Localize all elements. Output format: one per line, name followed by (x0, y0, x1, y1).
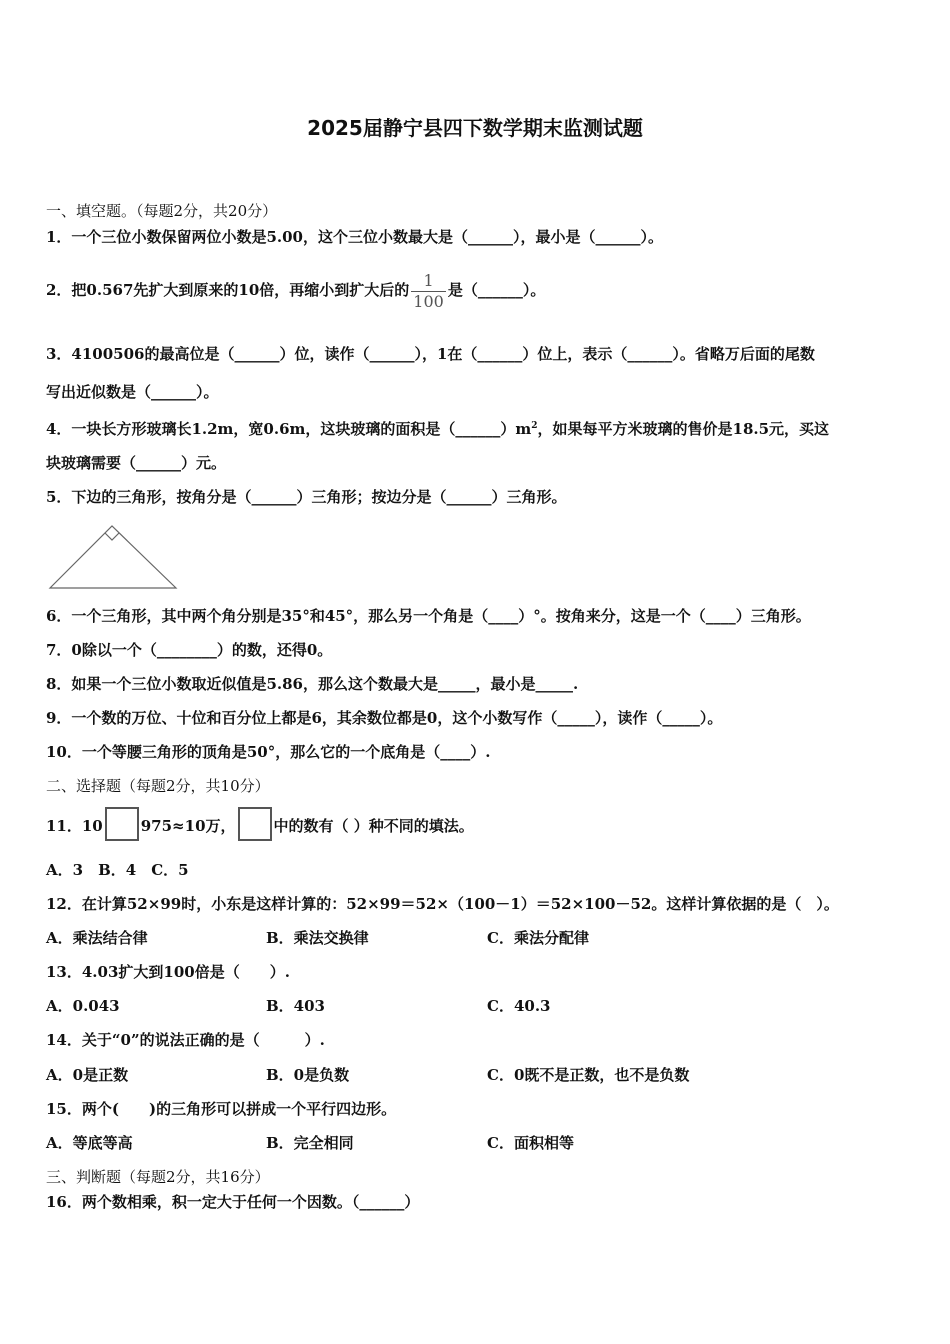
superscript: 2 (531, 421, 538, 431)
option-c: C．40.3 (487, 997, 551, 1015)
option-c: C．面积相等 (487, 1134, 574, 1152)
question-5: 5．下边的三角形，按角分是（______）三角形；按边分是（______）三角形。 (46, 488, 567, 506)
question-1: 1．一个三位小数保留两位小数是5.00，这个三位小数最大是（______），最小是（______）。 (46, 228, 663, 246)
section-heading-fill-in: 一、填空题。（每题2分，共20分） (46, 202, 278, 220)
fraction-denominator: 100 (413, 291, 444, 311)
fraction (411, 271, 446, 312)
question-4-text-tail: ，如果每平方米玻璃的售价是18.5元，买这 (537, 420, 830, 438)
option-b: B．完全相同 (266, 1134, 354, 1152)
page-title: 2025届静宁县四下数学期末监测试题 (307, 116, 643, 140)
option-a: A．乘法结合律 (46, 929, 148, 947)
question-10: 10．一个等腰三角形的顶角是50°，那么它的一个底角是（____）. (46, 743, 491, 761)
question-11 (46, 807, 474, 842)
question-4-text: 4．一块长方形玻璃长1.2m，宽0.6m，这块玻璃的面积是（______）m (46, 420, 532, 438)
question-16: 16．两个数相乘，积一定大于任何一个因数。（______） (46, 1193, 420, 1211)
option-a: A．0是正数 (46, 1066, 129, 1084)
blank-box (105, 807, 139, 841)
question-2 (46, 270, 545, 312)
question-8: 8．如果一个三位小数取近似值是5.86，那么这个数最大是_____，最小是_____. (46, 675, 579, 693)
question-4-line-1 (46, 416, 829, 439)
question-2-text: 2．把0.567先扩大到原来的10倍，再缩小到扩大后的 (46, 281, 410, 299)
option-c: C．乘法分配律 (487, 929, 589, 947)
question-7: 7．0除以一个（________）的数，还得0。 (46, 641, 333, 659)
question-3-line-1: 3．4100506的最高位是（______）位，读作（______），1在（______）位上，表示（______）。省略万后面的尾数 (46, 345, 815, 363)
question-11-text-mid: 975≈10万， (140, 817, 236, 835)
question-11-options: A．3 B．4 C．5 (46, 861, 189, 879)
question-11-text: 11．10 (46, 817, 103, 835)
question-3-line-2: 写出近似数是（______）。 (46, 383, 219, 401)
question-15: 15．两个( )的三角形可以拼成一个平行四边形。 (46, 1100, 397, 1118)
option-c: C．0既不是正数，也不是负数 (487, 1066, 690, 1084)
option-b: B．403 (266, 997, 325, 1015)
question-2-tail: 是（______）。 (447, 281, 546, 299)
question-9: 9．一个数的万位、十位和百分位上都是6，其余数位都是0，这个小数写作（_____），读作（_____）。 (46, 709, 723, 727)
question-11-text-tail: 中的数有（ ）种不同的填法。 (273, 817, 474, 835)
question-13: 13．4.03扩大到100倍是（ ）. (46, 963, 290, 981)
section-heading-true-false: 三、判断题（每题2分，共16分） (46, 1168, 270, 1186)
right-angle-mark (105, 533, 119, 540)
question-14: 14．关于“0”的说法正确的是（ ）. (46, 1031, 325, 1049)
option-a: A．0.043 (46, 997, 120, 1015)
question-6: 6．一个三角形，其中两个角分别是35°和45°，那么另一个角是（____）°。按角来分，这是一个（____）三角形。 (46, 607, 811, 625)
triangle-shape (50, 526, 176, 588)
option-b: B．0是负数 (266, 1066, 350, 1084)
triangle-figure (46, 520, 182, 592)
question-4-line-2: 块玻璃需要（______）元。 (46, 454, 227, 472)
blank-box (238, 807, 272, 841)
option-b: B．乘法交换律 (266, 929, 369, 947)
section-heading-choice: 二、选择题（每题2分，共10分） (46, 777, 270, 795)
fraction-numerator: 1 (411, 271, 446, 292)
option-a: A．等底等高 (46, 1134, 133, 1152)
question-12: 12．在计算52×99时，小东是这样计算的：52×99＝52×（100－1）＝52×100－52。这样计算依据的是（ ）。 (46, 895, 839, 913)
